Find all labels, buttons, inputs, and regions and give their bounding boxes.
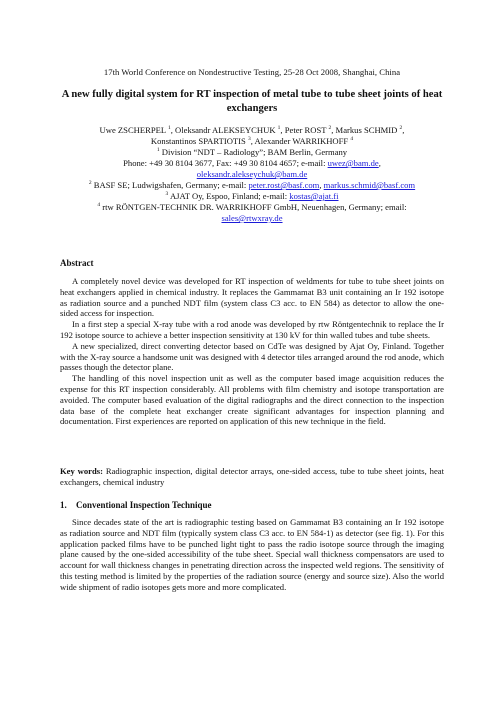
abstract-paragraph: The handling of this novel inspection unit as well as the computer based image acquisition reduces the expense for this RT inspection considerably. All problems with film chemistry and isotope transportation are avoided. The computer based evaluation of the digital radiographs and the direct connection to the inspection data base of the complete heat exchanger create significant advantages for inspection planning and documentation. First experiences are reported on application of this new technique in the field. [60, 373, 444, 427]
abstract-paragraph: A new specialized, direct converting detector based on CdTe was designed by Ajat Oy, Finland. Together with the X-ray source a handsome unit was designed with 4 detector tiles arranged around the rod anode, which passes though the detector plane. [60, 340, 444, 373]
section-heading [60, 500, 212, 510]
author-block [34, 125, 470, 224]
email-link[interactable]: peter.rost@basf.com [248, 180, 320, 190]
abstract-body [60, 276, 444, 427]
abstract-heading: Abstract [60, 258, 94, 268]
section-number: 1. [60, 500, 67, 510]
affiliation-2: $^2$ BASF SE; Ludwigshafen, Germany; e-mail: peter.rost@basf.com, markus.schmid@basf.com [88, 180, 416, 190]
section-paragraph: Since decades state of the art is radiographic testing based on Gammamat B3 containing an Ir 192 isotope as radiation source and NDT film (typically system class C3 acc. to EN 584-1) as detector (see fig. 1). For this application packed films have to be punched light tight to pass the radio isotope source through the imaging plane caused by the one-sided accessibility of the tube sheet. Special wall thickness compensators are used to account for wall thickness changes in penetrating direction across the inspected weld regions. The sensitivity of this testing method is limited by the properties of the radiation source (energy and source size). Also the world wide shipment of radio isotopes gets more and more complicated. [60, 517, 444, 592]
keywords-label: Key words: [60, 466, 103, 476]
paper-title: A new fully digital system for RT inspection of metal tube to tube sheet joints of heat exchangers [61, 89, 443, 114]
conference-header: 17th World Conference on Nondestructive Testing, 25-28 Oct 2008, Shanghai, China [103, 67, 401, 77]
email-link[interactable]: kostas@ajat.fi [289, 191, 339, 201]
author-line-1: Uwe ZSCHERPEL $^1$, Oleksandr ALEKSEYCHUK $^1$, Peter ROST $^2$, Markus SCHMID $^2$, [99, 125, 405, 135]
email-link[interactable]: uwez@bam.de [327, 158, 379, 168]
affiliation-1-contact: Phone: +49 30 8104 3677, Fax: +49 30 8104 4657; e-mail: uwez@bam.de, [123, 158, 381, 168]
author-line-2: Konstantinos SPARTIOTIS $^3$, Alexander WARRIKHOFF $^4$ [150, 136, 354, 146]
email-link[interactable]: oleksandr.alekseychuk@bam.de [196, 169, 308, 179]
email-link[interactable]: sales@rtwxray.de [221, 213, 283, 223]
affiliation-3: $^3$ AJAT Oy, Espoo, Finland; e-mail: kostas@ajat.fi [165, 191, 339, 201]
keywords-text: Radiographic inspection, digital detector arrays, one-sided access, tube to tube sheet joints, heat exchangers, chemical industry [60, 466, 444, 487]
affiliation-1: $^1$ Division “NDT – Radiology”; BAM Berlin, Germany [156, 147, 348, 157]
abstract-paragraph: In a first step a special X-ray tube with a rod anode was developed by rtw Röntgentechnik to replace the Ir 192 isotope source to achieve a better inspection sensitivity at 130 kV for thin walled tubes and tube sheets. [60, 319, 444, 340]
section-body [60, 517, 444, 593]
affiliation-4: $^4$ rtw RÖNTGEN-TECHNIK DR. WARRIKHOFF GmbH, Neuenhagen, Germany; email: [97, 202, 407, 212]
keywords [60, 466, 444, 488]
abstract-paragraph: A completely novel device was developed for RT inspection of weldments for tube to tube sheet joints on heat exchangers applied in chemical industry. It replaces the Gammamat B3 unit containing an Ir 192 isotope as radiation source and a punched NDT film (system class C3 acc. to EN 584) as detector to allow the one-sided access for inspection. [60, 276, 444, 319]
section-title: Conventional Inspection Technique [76, 500, 212, 510]
email-link[interactable]: markus.schmid@basf.com [323, 180, 416, 190]
